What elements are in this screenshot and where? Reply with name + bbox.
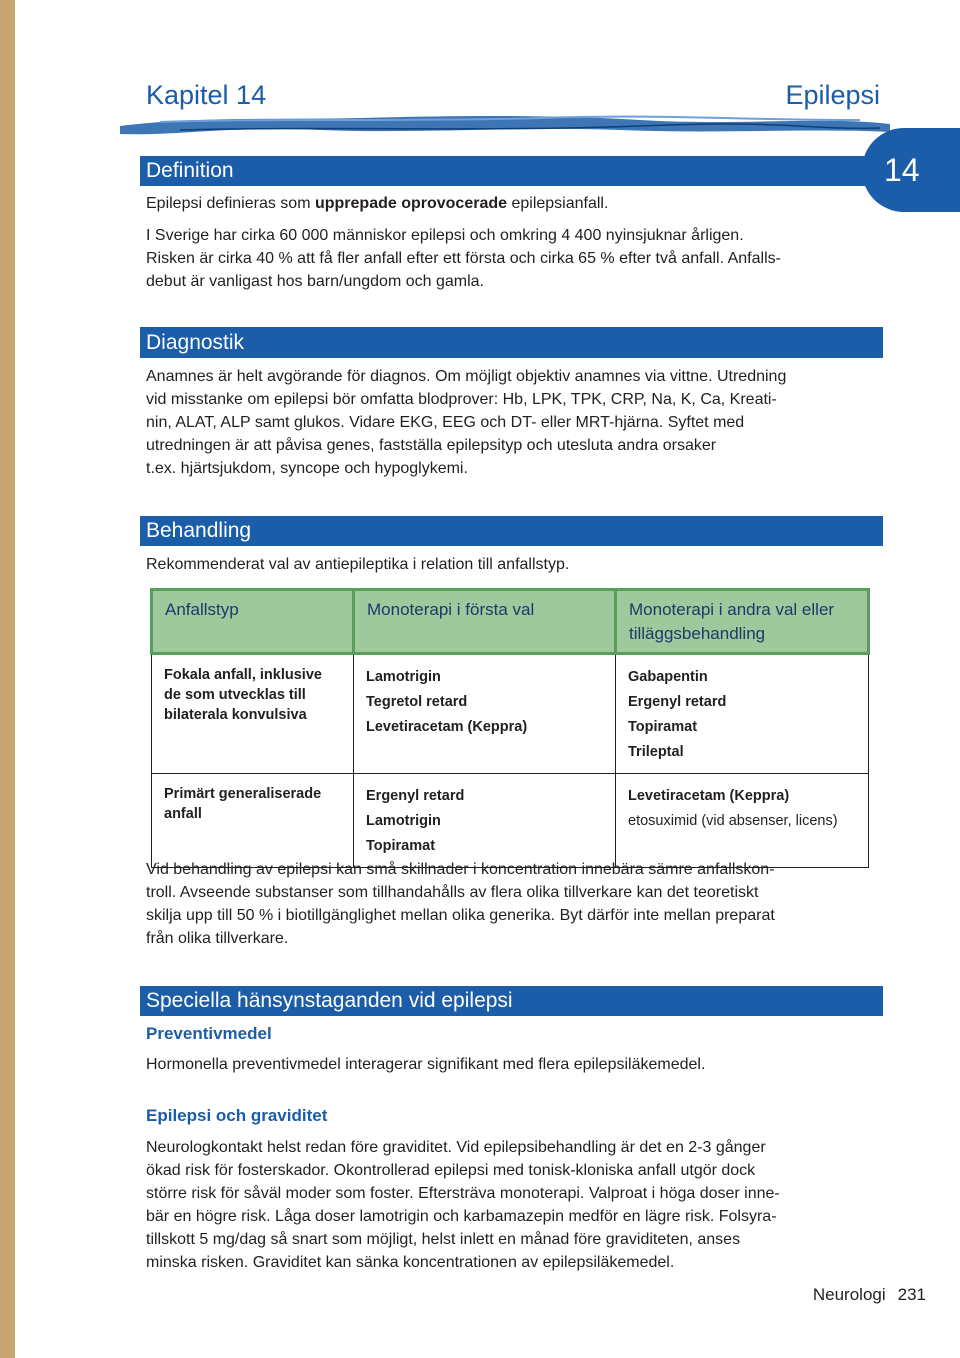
drug-item: Levetiracetam (Keppra) bbox=[366, 719, 528, 735]
table-row bbox=[152, 774, 869, 868]
page-number: 231 bbox=[897, 1285, 926, 1304]
table-cell-second-choice bbox=[616, 774, 869, 868]
table-cell-second-choice bbox=[616, 654, 869, 774]
chapter-label: Kapitel 14 bbox=[146, 80, 267, 110]
drug-item: Ergenyl retard bbox=[366, 788, 465, 804]
section-heading-speciella: Speciella hänsynstaganden vid epilepsi bbox=[140, 986, 883, 1016]
section-heading-definition: Definition bbox=[140, 156, 883, 186]
diagnostik-paragraph: Anamnes är helt avgörande för diagnos. Om möjligt objektiv anamnes via vittne. Utredning vid misstanke om epilepsi bör omfatta blodprover: Hb, LPK, TPK, CRP, Na, K, Ca, Kreati- nin, ALAT, ALP samt glukos. Vidare EKG, EEG och DT- eller MRT-hjärna. Syftet med utredningen är att påvisa genes, fastställa epilepsityp och utesluta andra orsaker t.ex. hjärtsjukdom, syncope och hypoglykemi. bbox=[146, 368, 787, 477]
subheading-graviditet: Epilepsi och graviditet bbox=[146, 1106, 328, 1125]
table-header-row bbox=[152, 590, 869, 654]
drug-item: Lamotrigin bbox=[366, 669, 441, 685]
drug-item: Trileptal bbox=[628, 744, 684, 760]
left-edge-strip bbox=[0, 0, 15, 1358]
behandling-note-paragraph: Vid behandling av epilepsi kan små skillnader i koncentration innebära sämre anfallskon- troll. Avseende substanser som tillhandahålls av flera olika tillverkare kan det teoretiskt skilja upp till 50 % i biotillgänglighet mellan olika generika. Byt därför inte mellan preparat från olika tillverkare. bbox=[146, 861, 775, 947]
table-header-anfallstyp: Anfallstyp bbox=[152, 590, 354, 654]
section-heading-behandling: Behandling bbox=[140, 516, 883, 546]
table-cell-first-choice bbox=[354, 774, 616, 868]
preventivmedel-text: Hormonella preventivmedel interagerar signifikant med flera epilepsiläkemedel. bbox=[146, 1056, 706, 1073]
table-cell-anfallstyp: Fokala anfall, inklusive de som utvecklas till bilaterala konvulsiva bbox=[152, 654, 354, 774]
drug-item: Tegretol retard bbox=[366, 694, 468, 710]
table-cell-first-choice bbox=[354, 654, 616, 774]
brush-stroke-decoration bbox=[120, 108, 890, 138]
table-row bbox=[152, 654, 869, 774]
section-heading-diagnostik: Diagnostik bbox=[140, 327, 883, 358]
table-header-second-choice: Monoterapi i andra val eller tilläggsbehandling bbox=[616, 590, 869, 654]
subheading-preventivmedel: Preventivmedel bbox=[146, 1024, 272, 1043]
drug-item: Topiramat bbox=[628, 719, 698, 735]
behandling-intro: Rekommenderat val av antiepileptika i relation till anfallstyp. bbox=[146, 556, 570, 573]
chapter-title: Epilepsi bbox=[785, 80, 880, 110]
chapter-tab: 14 bbox=[862, 128, 960, 212]
drug-item: Lamotrigin bbox=[366, 813, 441, 829]
page-footer bbox=[801, 1285, 926, 1305]
table-header-first-choice: Monoterapi i första val bbox=[354, 590, 616, 654]
graviditet-paragraph: Neurologkontakt helst redan före graviditet. Vid epilepsibehandling är det en 2-3 gånger ökad risk för fosterskador. Okontrollerad epilepsi med tonisk-kloniska anfall utgör dock större risk för såväl moder som foster. Eftersträva monoterapi. Valproat i höga doser inne- bär en högre risk. Låga doser lamotrigin och karbamazepin medför en lägre risk. Folsyra- tillskott 5 mg/dag så snart som möjligt, helst inlett en månad före graviditeten, anses minska risken. Graviditet kan sänka koncentrationen av epilepsiläkemedel. bbox=[146, 1139, 780, 1271]
table-cell-anfallstyp: Primärt generaliserade anfall bbox=[152, 774, 354, 868]
drug-item: Levetiracetam (Keppra) bbox=[628, 788, 790, 804]
footer-section: Neurologi bbox=[812, 1285, 886, 1304]
definition-text: Epilepsi definieras som upprepade oprovocerade epilepsianfall. bbox=[146, 195, 609, 212]
drug-item-note: etosuximid (vid absenser, licens) bbox=[628, 813, 838, 829]
definition-paragraph: I Sverige har cirka 60 000 människor epilepsi och omkring 4 400 nyinsjuknar årligen. Risken är cirka 40 % att få fler anfall efter ett första och cirka 65 % efter två anfall. Anfalls- debut är vanligast hos barn/ungdom och gamla. bbox=[146, 227, 781, 290]
drug-item: Gabapentin bbox=[628, 669, 708, 685]
treatment-table bbox=[150, 588, 870, 868]
drug-item: Topiramat bbox=[366, 838, 436, 854]
drug-item: Ergenyl retard bbox=[628, 694, 727, 710]
